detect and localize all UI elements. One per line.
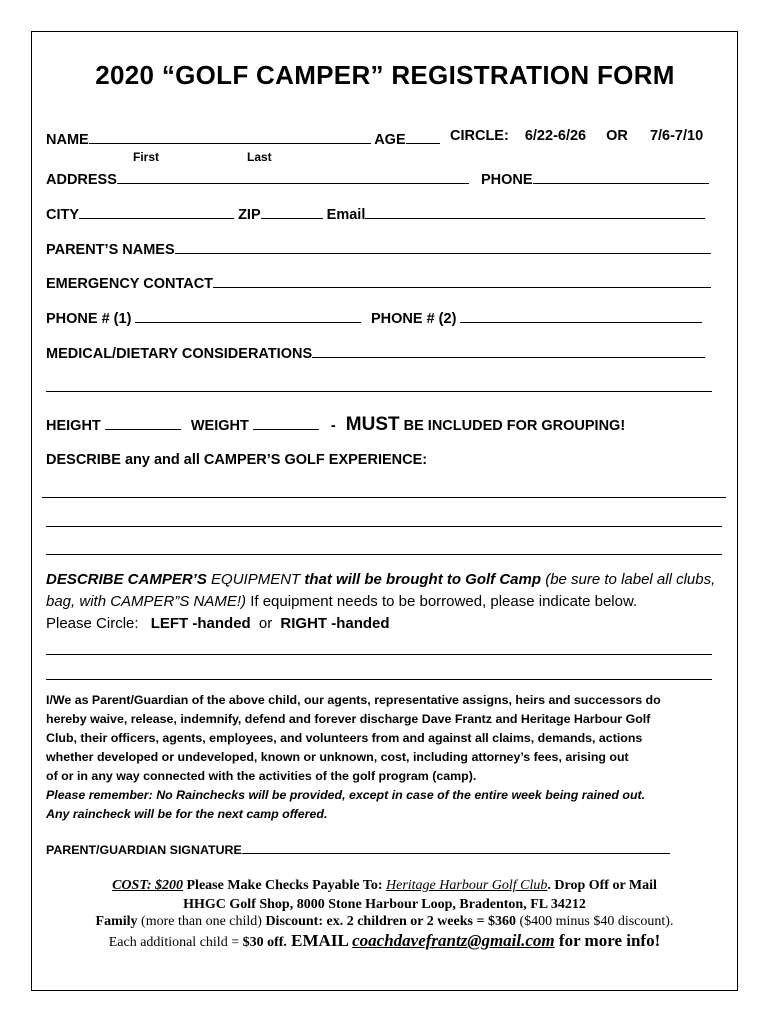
or-text: or xyxy=(258,615,273,632)
equipment-label-note: (be sure to label all clubs, bag, with CAMPER”S NAME!) xyxy=(46,571,716,610)
form-title: 2020 “GOLF CAMPER” REGISTRATION FORM xyxy=(95,60,675,90)
checks-text: Please Make Checks Payable To: xyxy=(183,878,386,893)
equipment-line-1[interactable] xyxy=(46,654,712,655)
footer-family xyxy=(31,912,738,932)
medical-label: MEDICAL/DIETARY CONSIDERATIONS xyxy=(46,346,313,362)
dropoff-text: . Drop Off or Mail xyxy=(547,878,657,893)
signature-row xyxy=(46,841,670,857)
must-text: MUST xyxy=(345,414,400,435)
height-label: HEIGHT xyxy=(46,418,101,434)
phone2-row xyxy=(371,307,702,327)
zip-field[interactable] xyxy=(261,203,323,219)
medical-field-line-2[interactable] xyxy=(46,391,712,392)
experience-label: DESCRIBE any and all CAMPER’S GOLF EXPERIENCE: xyxy=(46,452,428,468)
parents-label: PARENT’S NAMES xyxy=(46,242,175,258)
address-field[interactable] xyxy=(117,168,469,184)
weight-field[interactable] xyxy=(253,414,319,430)
waiver-line: I/We as Parent/Guardian of the above child, our agents, representative assigns, heirs and successors do xyxy=(46,693,661,707)
phone2-field[interactable] xyxy=(460,307,702,323)
signature-label: PARENT/GUARDIAN SIGNATURE xyxy=(46,843,242,857)
session-1-option[interactable]: 6/22-6/26 xyxy=(524,128,587,144)
must-rest-text: BE INCLUDED FOR GROUPING! xyxy=(403,418,626,434)
equipment-describe: DESCRIBE CAMPER’S xyxy=(46,571,207,588)
circle-label: CIRCLE: xyxy=(450,128,509,144)
equipment-borrow-note: If equipment needs to be borrowed, please indicate below. xyxy=(246,593,638,610)
waiver-text xyxy=(46,691,661,824)
city-row xyxy=(46,203,705,223)
city-field[interactable] xyxy=(79,203,234,219)
city-label: CITY xyxy=(46,207,80,223)
waiver-line: hereby waive, release, indemnify, defend and forever discharge Dave Frantz and Heritage Harbour Golf xyxy=(46,712,651,726)
parents-row xyxy=(46,238,711,258)
discount-note: ($400 minus $40 discount). xyxy=(515,914,674,929)
handedness-row xyxy=(46,615,390,632)
name-row xyxy=(46,128,440,148)
zip-label: ZIP xyxy=(238,207,261,223)
session-2-option[interactable]: 7/6-7/10 xyxy=(649,128,704,144)
additional-child-price: $30 off. xyxy=(242,935,287,950)
raincheck-next-camp: Any raincheck will be for the next camp offered. xyxy=(46,807,328,821)
age-field[interactable] xyxy=(406,128,440,144)
family-note: (more than one child) xyxy=(137,914,266,929)
parents-field[interactable] xyxy=(175,238,711,254)
first-name-hint: First xyxy=(133,150,160,164)
footer-contact xyxy=(31,931,738,953)
emergency-row xyxy=(46,272,711,292)
last-name-hint: Last xyxy=(247,150,272,164)
height-field[interactable] xyxy=(105,414,181,430)
emergency-field[interactable] xyxy=(213,272,711,288)
additional-child-text: Each additional child = xyxy=(108,935,243,950)
equipment-line-2[interactable] xyxy=(46,679,712,680)
medical-row xyxy=(46,342,705,362)
signature-field[interactable] xyxy=(242,841,670,854)
phone1-field[interactable] xyxy=(135,307,361,323)
waiver-line: of or in any way connected with the activities of the golf program (camp). xyxy=(46,769,477,783)
phone-field[interactable] xyxy=(533,168,709,184)
email-field[interactable] xyxy=(365,203,705,219)
experience-line-3[interactable] xyxy=(46,554,722,555)
waiver-line: whether developed or undeveloped, known or unknown, cost, including attorney’s fees, arising out xyxy=(46,750,629,764)
phone2-label: PHONE # (2) xyxy=(371,311,457,327)
handedness-label: Please Circle: xyxy=(46,615,139,632)
equipment-word: EQUIPMENT xyxy=(206,571,305,588)
weight-label: WEIGHT xyxy=(190,418,249,434)
experience-line-2[interactable] xyxy=(46,526,722,527)
payee-text: Heritage Harbour Golf Club xyxy=(386,878,548,893)
equipment-paragraph xyxy=(46,569,730,613)
more-info-text: for more info! xyxy=(554,931,661,950)
footer-line-1 xyxy=(31,876,738,896)
circle-row xyxy=(450,128,703,144)
phone1-label: PHONE # (1) xyxy=(46,311,132,327)
or-text: OR xyxy=(606,128,628,144)
phone1-row xyxy=(46,307,361,327)
left-handed-option[interactable]: LEFT -handed xyxy=(150,615,251,632)
email-link[interactable]: coachdavefrantz@gmail.com xyxy=(352,931,555,950)
raincheck-note: Please remember: No Rainchecks will be provided, except in case of the entire week being rained out. xyxy=(46,788,646,802)
discount-text: Discount: ex. 2 children or 2 weeks = $360 xyxy=(265,914,516,929)
medical-field[interactable] xyxy=(312,342,705,358)
phone-row xyxy=(481,168,709,188)
age-label: AGE xyxy=(374,132,406,148)
email-label: Email xyxy=(326,207,366,223)
right-handed-option[interactable]: RIGHT -handed xyxy=(280,615,390,632)
equipment-brought: that will be brought to Golf Camp xyxy=(304,571,542,588)
phone-label: PHONE xyxy=(481,172,533,188)
dash-text: - xyxy=(330,418,336,434)
waiver-line: Club, their officers, agents, employees, and volunteers from and against all claims, demands, actions xyxy=(46,731,643,745)
experience-line-1[interactable] xyxy=(42,497,726,498)
email-label: EMAIL xyxy=(286,931,353,950)
name-label: NAME xyxy=(46,132,89,148)
cost-text: COST: $200 xyxy=(112,878,183,893)
footer-address: HHGC Golf Shop, 8000 Stone Harbour Loop, Bradenton, FL 34212 xyxy=(183,897,586,912)
family-text: Family xyxy=(95,914,138,929)
emergency-label: EMERGENCY CONTACT xyxy=(46,276,214,292)
height-weight-row xyxy=(46,414,625,436)
address-row xyxy=(46,168,469,188)
name-field[interactable] xyxy=(89,128,371,144)
address-label: ADDRESS xyxy=(46,172,117,188)
